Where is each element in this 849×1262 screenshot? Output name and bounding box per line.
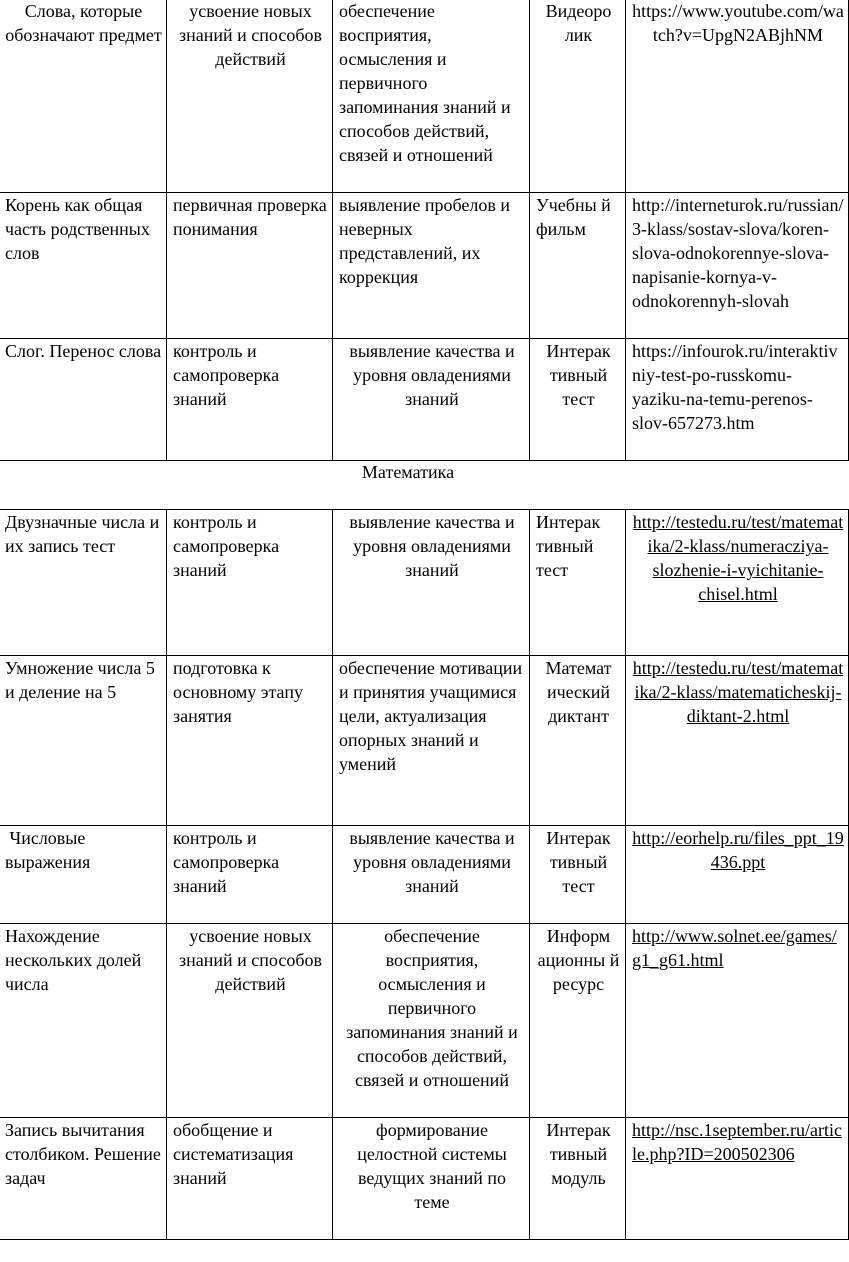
cell-link[interactable]: http://eorhelp.ru/files_ppt_19436.ppt — [626, 826, 849, 924]
table-row — [0, 1118, 849, 1240]
cell-stage: усвоение новых знаний и способов действий — [167, 0, 333, 193]
cell-goal: выявление качества и уровня овладениями знаний — [333, 339, 530, 461]
cell-resource: Интерак тивный тест — [530, 339, 626, 461]
cell-resource: Видеоро лик — [530, 0, 626, 193]
cell-link[interactable]: https://www.youtube.com/watch?v=UpgN2ABjhNM — [626, 0, 849, 193]
cell-topic: Числовые выражения — [0, 826, 167, 924]
cell-stage: усвоение новых знаний и способов действий — [167, 924, 333, 1118]
cell-link[interactable]: http://testedu.ru/test/matematika/2-klass/numeracziya-slozhenie-i-vyichitanie-chisel.html — [626, 510, 849, 656]
cell-stage: контроль и самопроверка знаний — [167, 826, 333, 924]
cell-resource: Интерак тивный тест — [530, 510, 626, 656]
cell-goal: выявление качества и уровня овладениями знаний — [333, 826, 530, 924]
cell-topic: Корень как общая часть родственных слов — [0, 193, 167, 339]
cell-resource: Интерак тивный модуль — [530, 1118, 626, 1240]
cell-goal: обеспечение мотивации и принятия учащимися цели, актуализация опорных знаний и умений — [333, 656, 530, 826]
cell-resource: Информ ационны й ресурс — [530, 924, 626, 1118]
cell-link[interactable]: http://testedu.ru/test/matematika/2-klass/matematicheskij-diktant-2.html — [626, 656, 849, 826]
cell-link[interactable]: http://www.solnet.ee/games/g1_g61.html — [626, 924, 849, 1118]
cell-stage: первичная проверка понимания — [167, 193, 333, 339]
cell-link[interactable]: http://nsc.1september.ru/article.php?ID=200502306 — [626, 1118, 849, 1240]
cell-resource: Учебны й фильм — [530, 193, 626, 339]
cell-stage: контроль и самопроверка знаний — [167, 339, 333, 461]
table-row — [0, 0, 849, 193]
cell-topic: Слог. Перенос слова — [0, 339, 167, 461]
cell-stage: обобщение и систематизация знаний — [167, 1118, 333, 1240]
cell-stage: контроль и самопроверка знаний — [167, 510, 333, 656]
cell-goal: обеспечение восприятия, осмысления и первичного запоминания знаний и способов действий, связей и отношений — [333, 0, 530, 193]
cell-link[interactable]: https://infourok.ru/interaktivniy-test-po-russkomu-yaziku-na-temu-perenos-slov-657273.htm — [626, 339, 849, 461]
cell-goal: обеспечение восприятия, осмысления и первичного запоминания знаний и способов действий, связей и отношений — [333, 924, 530, 1118]
lessons-table-top — [0, 0, 849, 461]
cell-resource: Интерак тивный тест — [530, 826, 626, 924]
cell-topic: Двузначные числа и их запись тест — [0, 510, 167, 656]
table-row — [0, 193, 849, 339]
cell-goal: формирование целостной системы ведущих знаний по теме — [333, 1118, 530, 1240]
table-row — [0, 826, 849, 924]
cell-topic: Слова, которые обозначают предмет — [0, 0, 167, 193]
table-row — [0, 339, 849, 461]
cell-topic: Запись вычитания столбиком. Решение задач — [0, 1118, 167, 1240]
cell-link[interactable]: http://interneturok.ru/russian/3-klass/sostav-slova/koren-slova-odnokorennye-slova-napisanie-kornya-v-odnokorennyh-slovah — [626, 193, 849, 339]
cell-topic: Нахождение нескольких долей числа — [0, 924, 167, 1118]
cell-goal: выявление качества и уровня овладениями знаний — [333, 510, 530, 656]
table-row — [0, 924, 849, 1118]
table-row — [0, 510, 849, 656]
cell-stage: подготовка к основному этапу занятия — [167, 656, 333, 826]
cell-topic: Умножение числа 5 и деление на 5 — [0, 656, 167, 826]
table-row — [0, 656, 849, 826]
lessons-table-math — [0, 509, 849, 1240]
cell-goal: выявление пробелов и неверных представлений, их коррекция — [333, 193, 530, 339]
section-title: Математика — [361, 462, 455, 482]
cell-resource: Математ ический диктант — [530, 656, 626, 826]
